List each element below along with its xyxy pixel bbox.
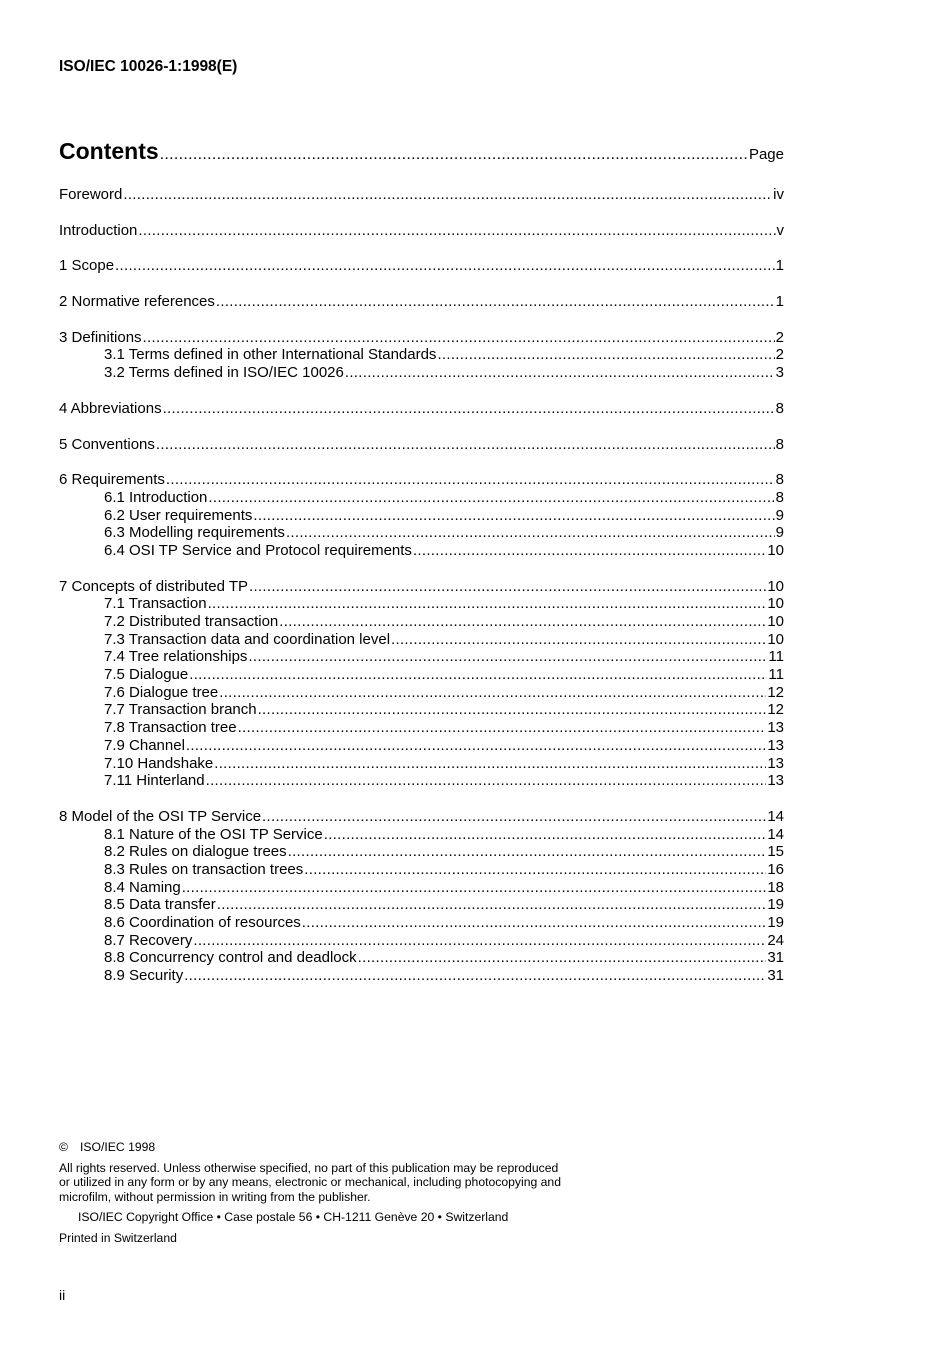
leader-dots [193,932,766,950]
toc-subentry[interactable] [59,684,784,702]
toc-subentry[interactable] [59,861,784,879]
toc-entry-label: 8.8 Concurrency control and deadlock [104,949,357,967]
page-number: ii [59,1287,66,1303]
toc-entry-page: 19 [767,914,784,931]
toc-entry-page: 13 [767,772,784,790]
toc-subentry[interactable] [59,949,784,967]
toc-entry-page: 10 [767,577,784,595]
toc-entry[interactable] [59,329,784,347]
toc-entry-page: 11 [768,648,784,666]
leader-dots [217,896,767,914]
leader-dots [143,329,775,347]
toc-subentry[interactable] [59,843,784,861]
printed-in: Printed in Switzerland [59,1230,177,1245]
toc-entry-label: 7.11 Hinterland [104,772,205,790]
rights-line: microfilm, without permission in writing from the publisher. [59,1189,371,1204]
toc-subentry[interactable] [59,896,784,914]
toc-entry-page: 8 [775,471,784,489]
leader-dots [186,737,766,755]
toc-entry-page: 16 [767,860,784,878]
toc-entry-page: 1 [775,257,784,275]
toc-entry-page: 3 [775,364,784,382]
contents-title: Contents [59,138,159,164]
toc-entry-label: 8.4 Naming [104,878,181,896]
toc-subentry[interactable] [59,542,784,560]
leader-dots [208,489,774,507]
leader-dots [219,684,766,702]
toc-entry-label: 8.6 Coordination of resources [104,914,301,931]
toc-entry-page: 15 [767,843,784,861]
leader-dots [324,826,767,844]
leader-dots [189,666,767,684]
toc-entry-page: 2 [775,328,784,346]
toc-subentry[interactable] [59,524,784,542]
toc-entry-page: 10 [767,613,784,630]
toc-entry-label: 7.10 Handshake [104,754,214,772]
toc-subentry[interactable] [59,967,784,985]
toc-subentry[interactable] [59,755,784,773]
leader-dots [345,364,775,382]
toc-entry-label: 7.8 Transaction tree [104,719,237,737]
toc-entries [59,168,784,985]
toc-entry-page: 10 [767,630,784,648]
toc-subentry[interactable] [59,826,784,844]
toc-entry-label: 7.1 Transaction [104,595,207,613]
toc-entry-label: 2 Normative references [59,293,215,311]
rights-notice [59,1161,599,1205]
section-gap [59,239,784,257]
section-gap [59,790,784,808]
toc-entry-page: 31 [767,949,784,967]
toc-entry-label: 1 Scope [59,257,115,275]
toc-subentry[interactable] [59,879,784,897]
toc-entry-label: 7 Concepts of distributed TP [59,577,248,595]
toc-entry-page: 12 [767,683,784,701]
toc-subentry[interactable] [59,346,784,364]
toc-subentry[interactable] [59,507,784,525]
toc-entry-label: 3.1 Terms defined in other International Standards [104,346,437,364]
leader-dots [123,186,772,204]
leader-dots [208,595,767,613]
toc-entry-label: 6.3 Modelling requirements [104,524,285,542]
toc-entry-page: 24 [767,931,784,949]
toc-entry-label: 4 Abbreviations [59,399,162,417]
leader-dots [253,507,774,525]
toc-entry[interactable] [59,186,784,204]
toc-entry-label: 8.3 Rules on transaction trees [104,860,304,878]
leader-dots [238,719,767,737]
toc-entry-label: 8 Model of the OSI TP Service [59,807,262,825]
section-gap [59,168,784,186]
toc-entry-label: Introduction [59,221,138,239]
toc-entry-page: 9 [775,506,784,524]
toc-entry-label: 7.2 Distributed transaction [104,613,279,630]
toc-entry-page: 9 [775,524,784,542]
leader-dots [249,578,766,596]
leader-dots [258,701,767,719]
toc-entry-label: 8.7 Recovery [104,931,193,949]
copyright-holder: ISO/IEC 1998 [79,1140,156,1154]
toc-entry-label: 3 Definitions [59,328,142,346]
leader-dots [286,524,775,542]
toc-entry-label: 5 Conventions [59,435,155,453]
leader-dots [163,400,775,418]
toc-entry-label: 7.7 Transaction branch [104,701,257,719]
toc-entry-label: 8.5 Data transfer [104,896,216,914]
leader-dots [358,949,767,967]
leader-dots [138,222,775,240]
toc-subentry[interactable] [59,613,784,631]
toc-entry-page: 14 [767,807,784,825]
toc-subentry[interactable] [59,648,784,666]
toc-entry[interactable] [59,257,784,275]
section-gap [59,560,784,578]
leader-dots [115,257,775,275]
toc-subentry[interactable] [59,772,784,790]
section-gap [59,204,784,222]
leader-dots [182,879,767,897]
toc-entry[interactable] [59,400,784,418]
leader-dots [206,772,767,790]
rights-line: or utilized in any form or by any means, electronic or mechanical, including photocopying and [59,1175,561,1190]
leader-dots [413,542,766,560]
toc-entry[interactable] [59,293,784,311]
toc-entry-page: 8 [775,399,784,417]
toc-subentry[interactable] [59,719,784,737]
toc-entry-page: 31 [767,967,784,985]
toc-entry-page: 14 [767,825,784,843]
contents-heading-row [59,138,784,168]
toc-entry-label: 6.1 Introduction [104,488,208,506]
leader-dots [166,471,775,489]
toc-entry-page: v [776,221,784,239]
section-gap [59,453,784,471]
toc-entry-page: 19 [767,896,784,914]
toc-subentry[interactable] [59,737,784,755]
toc-entry-label: 6 Requirements [59,471,165,489]
toc-subentry[interactable] [59,701,784,719]
toc-entry[interactable] [59,471,784,489]
toc-entry-page: 1 [775,293,784,311]
toc-subentry[interactable] [59,666,784,684]
toc-entry-page: iv [773,186,784,203]
toc-entry-label: 7.3 Transaction data and coordination level [104,630,391,648]
toc-entry-label: 8.9 Security [104,967,184,985]
leader-dots [304,861,766,879]
leader-dots [391,631,766,649]
toc-entry-label: 6.2 User requirements [104,506,253,524]
toc-entry[interactable] [59,436,784,454]
leader-dots [279,613,766,631]
leader-dots [437,346,774,364]
leader-dots [156,436,775,454]
section-gap [59,382,784,400]
toc-entry-label: 7.9 Channel [104,736,185,754]
toc-entry[interactable] [59,222,784,240]
leader-dots [288,843,767,861]
page-column-label: Page [748,146,784,163]
table-of-contents [59,138,784,985]
toc-entry-page: 18 [767,878,784,896]
toc-subentry[interactable] [59,595,784,613]
toc-entry-page: 13 [767,754,784,772]
toc-subentry[interactable] [59,364,784,382]
copyright-line [59,1140,599,1155]
toc-entry-page: 12 [767,701,784,719]
toc-entry-page: 11 [768,666,784,684]
toc-subentry[interactable] [59,932,784,950]
section-gap [59,311,784,329]
toc-entry[interactable] [59,808,784,826]
toc-entry-label: 7.6 Dialogue tree [104,683,219,701]
toc-entry-label: Foreword [59,186,123,203]
rights-line: All rights reserved. Unless otherwise specified, no part of this publication may be reproduced [59,1160,559,1175]
toc-entry-page: 10 [767,541,784,559]
toc-entry-page: 10 [767,595,784,613]
toc-entry-page: 8 [775,435,784,453]
document-header: ISO/IEC 10026-1:1998(E) [59,58,238,75]
leader-dots [248,648,767,666]
toc-entry-page: 8 [775,488,784,506]
leader-dots [302,914,767,932]
toc-entry-page: 13 [767,736,784,754]
toc-entry-label: 8.2 Rules on dialogue trees [104,843,287,861]
toc-subentry[interactable] [59,914,784,932]
leader-dots [216,293,775,311]
copyright-footer [59,1140,599,1246]
toc-subentry[interactable] [59,631,784,649]
leader-dots [262,808,766,826]
leader-dots [184,967,766,985]
toc-entry-page: 2 [775,346,784,364]
toc-entry-page: 13 [767,719,784,737]
copyright-symbol: © [59,1140,68,1154]
toc-entry[interactable] [59,578,784,596]
toc-entry-label: 7.4 Tree relationships [104,648,248,666]
toc-entry-label: 6.4 OSI TP Service and Protocol requirements [104,541,412,559]
leader-dots [160,146,748,164]
toc-entry-label: 8.1 Nature of the OSI TP Service [104,825,323,843]
leader-dots [214,755,766,773]
toc-subentry[interactable] [59,489,784,507]
section-gap [59,275,784,293]
copyright-office-address: ISO/IEC Copyright Office • Case postale 56 • CH-1211 Genève 20 • Switzerland [78,1210,509,1225]
section-gap [59,418,784,436]
toc-entry-label: 7.5 Dialogue [104,666,189,684]
toc-entry-label: 3.2 Terms defined in ISO/IEC 10026 [104,364,344,382]
